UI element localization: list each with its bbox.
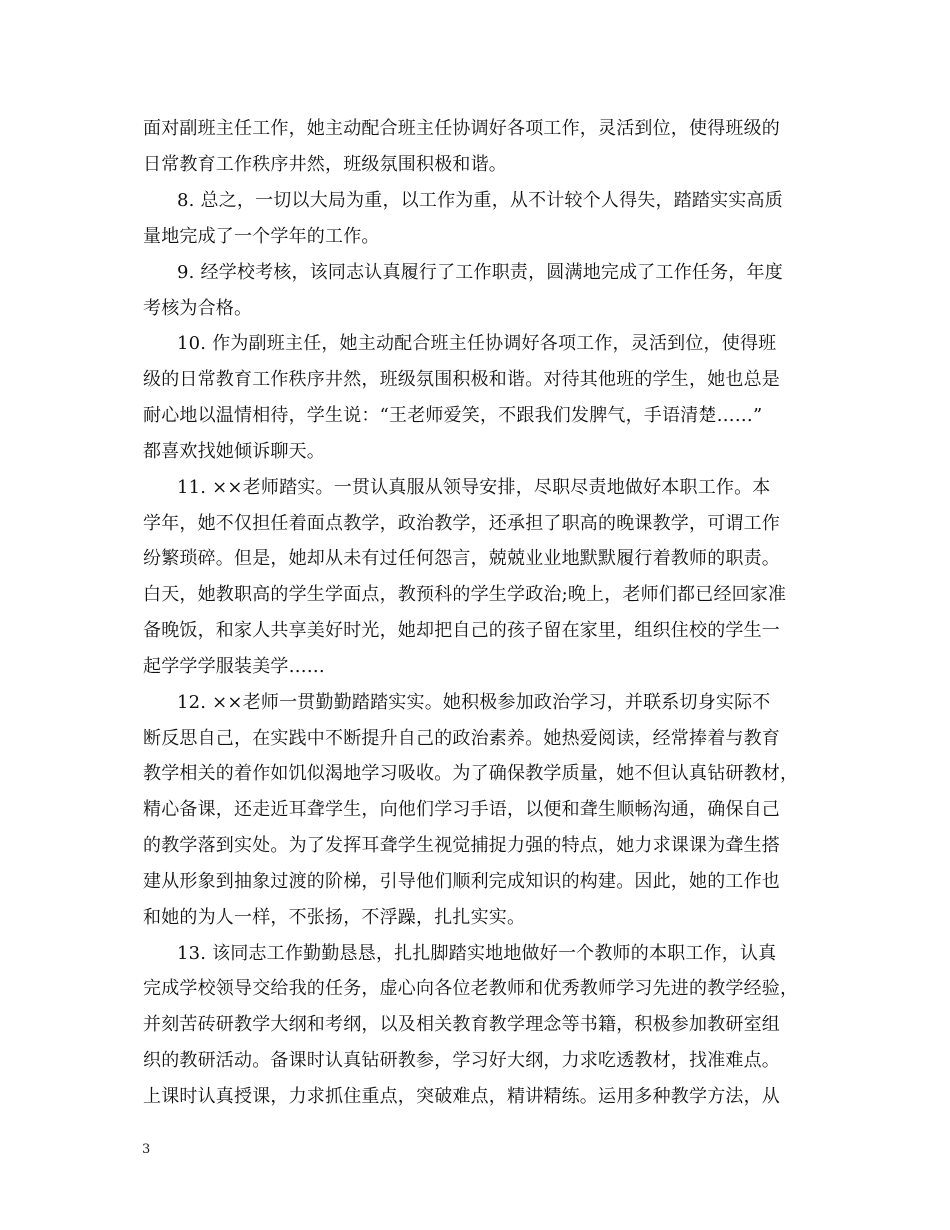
text-line: 白天，她教职高的学生学面点，教预科的学生学政治;晚上，老师们都已经回家准 <box>143 584 787 605</box>
text-line: 起学学学服装美学…… <box>143 656 325 677</box>
text-line: 完成学校领导交给我的任务，虚心向各位老教师和优秀教师学习先进的教学经验， <box>143 978 799 999</box>
text-line: 考核为合格。 <box>143 298 253 319</box>
page-number: 3 <box>142 1142 151 1157</box>
text-line: 级的日常教育工作秩序井然，班级氛围积极和谐。对待其他班的学生，她也总是 <box>143 369 780 390</box>
text-line: 上课时认真授课，力求抓住重点，突破难点，精讲精练。运用多种教学方法，从 <box>143 1086 780 1107</box>
text-line: 量地完成了一个学年的工作。 <box>143 226 380 247</box>
text-line: 和她的为人一样，不张扬，不浮躁，扎扎实实。 <box>143 907 526 928</box>
paragraph-11-line: 11. ××老师踏实。一贯认真服从领导安排，尽职尽责地做好本职工作。本 <box>177 477 771 498</box>
paragraph-10-line: 10. 作为副班主任，她主动配合班主任协调好各项工作，灵活到位，使得班 <box>177 333 777 354</box>
paragraph-9-line: 9. 经学校考核，该同志认真履行了工作职责，圆满地完成了工作任务，年度 <box>177 262 783 283</box>
text-line: 学年，她不仅担任着面点教学，政治教学，还承担了职高的晚课教学，可谓工作 <box>143 513 780 534</box>
paragraph-8-line: 8. 总之，一切以大局为重，以工作为重，从不计较个人得失，踏踏实实高质 <box>177 190 783 211</box>
text-line: 教学相关的着作如饥似渴地学习吸收。为了确保教学质量，她不但认真钻研教材， <box>143 763 799 784</box>
text-line: 并刻苦砖研教学大纲和考纲，以及相关教育教学理念等书籍，积极参加教研室组 <box>143 1014 780 1035</box>
text-line: 日常教育工作秩序井然，班级氛围积极和谐。 <box>143 154 507 175</box>
paragraph-12-line: 12. ××老师一贯勤勤踏踏实实。她积极参加政治学习，并联系切身实际不 <box>177 692 771 713</box>
text-line: 织的教研活动。备课时认真钻研教参，学习好大纲，力求吃透教材，找准难点。 <box>143 1050 780 1071</box>
text-line: 建从形象到抽象过渡的阶梯，引导他们顺利完成知识的构建。因此，她的工作也 <box>143 871 780 892</box>
text-line: 断反思自己，在实践中不断提升自己的政治素养。她热爱阅读，经常捧着与教育 <box>143 728 780 749</box>
text-line: 备晚饭，和家人共享美好时光，她却把自己的孩子留在家里，组织住校的学生一 <box>143 620 780 641</box>
text-line: 纷繁琐碎。但是，她却从未有过任何怨言，兢兢业业地默默履行着教师的职责。 <box>143 548 780 569</box>
paragraph-13-line: 13. 该同志工作勤勤恳恳，扎扎脚踏实地地做好一个教师的本职工作，认真 <box>177 943 777 964</box>
text-line: 的教学落到实处。为了发挥耳聋学生视觉捕捉力强的特点，她力求课课为聋生搭 <box>143 835 780 856</box>
text-line: 都喜欢找她倾诉聊天。 <box>143 441 325 462</box>
text-line: 面对副班主任工作，她主动配合班主任协调好各项工作，灵活到位，使得班级的 <box>143 118 780 139</box>
text-line: 耐心地以温情相待，学生说：“王老师爱笑，不跟我们发脾气，手语清楚……” <box>143 405 763 426</box>
text-line: 精心备课，还走近耳聋学生，向他们学习手语，以便和聋生顺畅沟通，确保自己 <box>143 799 780 820</box>
